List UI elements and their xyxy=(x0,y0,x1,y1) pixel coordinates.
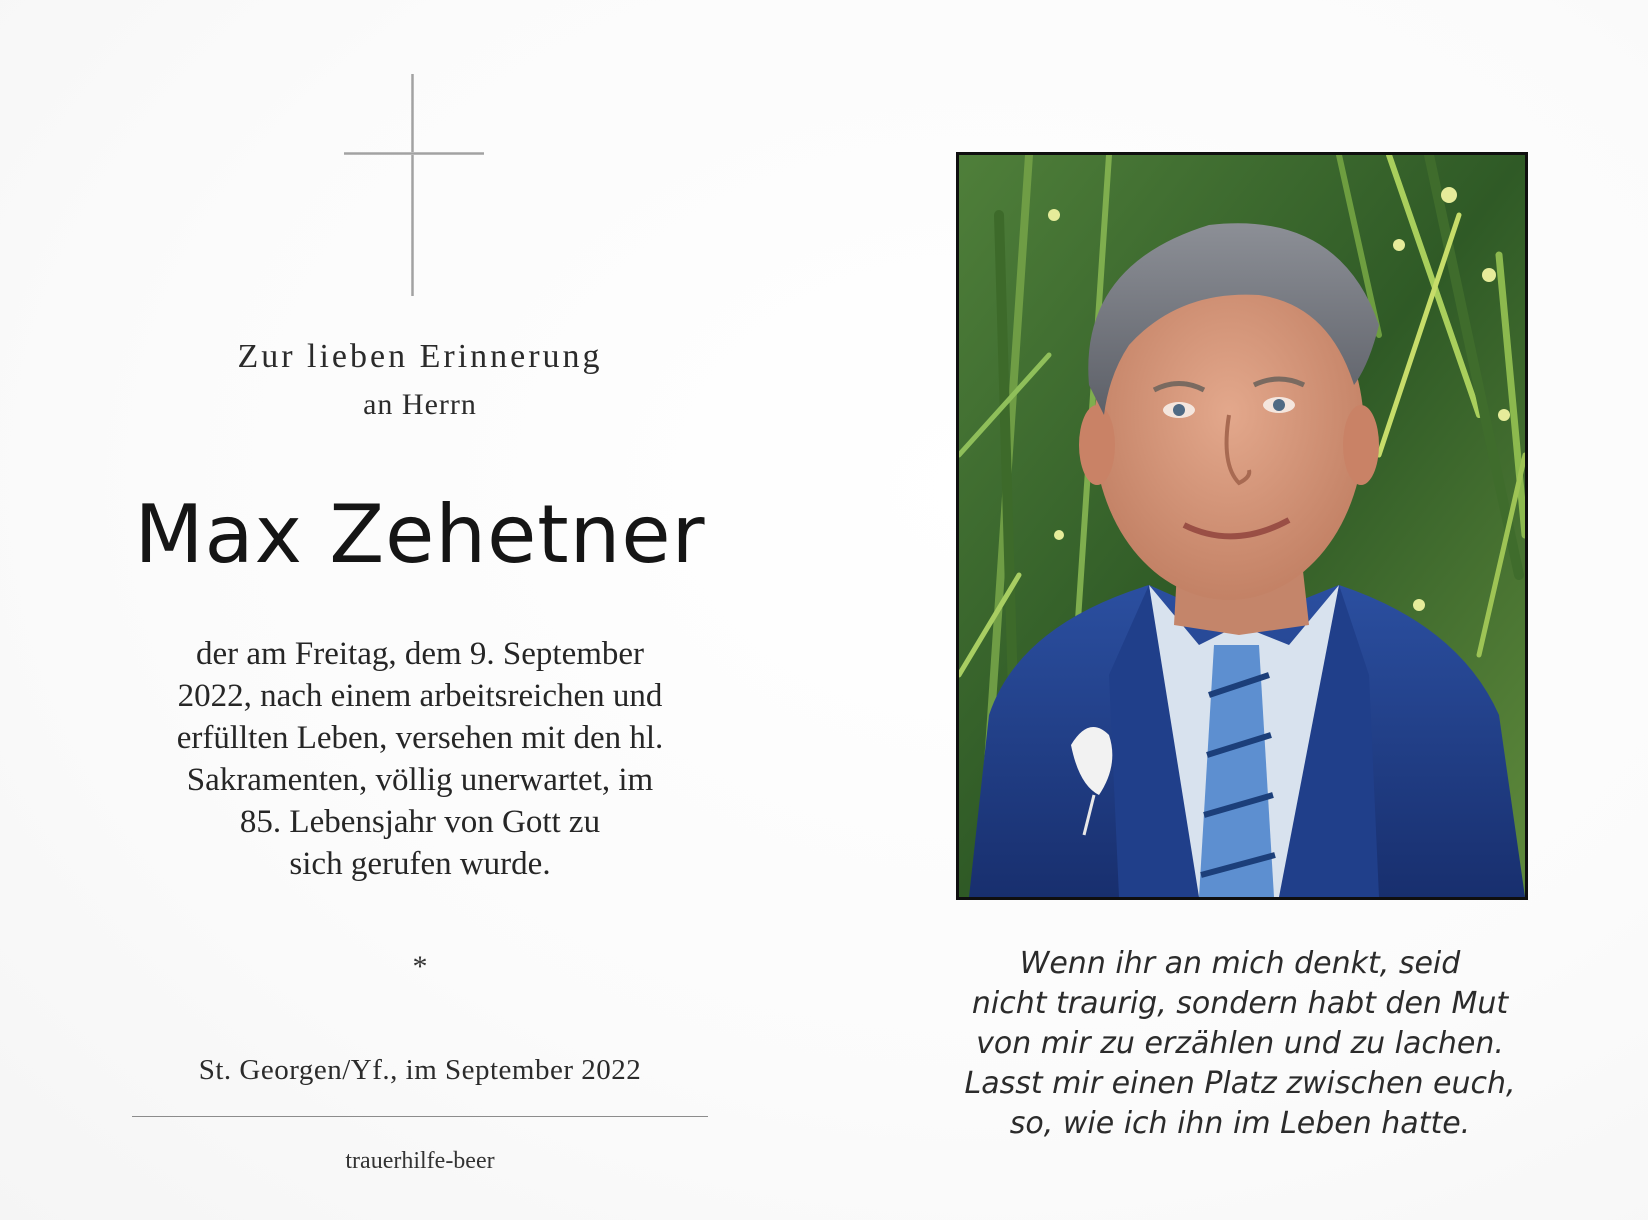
announcement-line: 85. Lebensjahr von Gott zu xyxy=(239,804,601,840)
portrait-photo xyxy=(956,152,1528,900)
quote-line: von mir zu erzählen und zu lachen. xyxy=(976,1026,1504,1061)
quote-line: nicht traurig, sondern habt den Mut xyxy=(971,986,1509,1021)
salutation: an Herrn xyxy=(363,388,477,421)
announcement-line: der am Freitag, dem 9. September xyxy=(195,636,645,672)
announcement-line: 2022, nach einem arbeitsreichen und xyxy=(177,678,663,714)
printer-credit: trauerhilfe-beer xyxy=(345,1148,495,1174)
dedication-heading: Zur lieben Erinnerung xyxy=(237,338,603,375)
place-date: St. Georgen/Yf., im September 2022 xyxy=(198,1054,642,1086)
announcement-line: erfüllten Leben, versehen mit den hl. xyxy=(176,720,664,756)
announcement-text xyxy=(60,633,780,885)
announcement-line: sich gerufen wurde. xyxy=(289,846,551,882)
memorial-quote xyxy=(920,944,1560,1144)
deceased-name: Max Zehetner xyxy=(134,488,706,581)
quote-line: so, wie ich ihn im Leben hatte. xyxy=(1009,1106,1471,1141)
separator-asterisk: * xyxy=(412,950,428,983)
quote-line: Wenn ihr an mich denkt, seid xyxy=(1019,946,1461,981)
divider-line xyxy=(132,1116,708,1117)
cross-icon xyxy=(344,74,484,296)
announcement-line: Sakramenten, völlig unerwartet, im xyxy=(186,762,654,798)
quote-line: Lasst mir einen Platz zwischen euch, xyxy=(964,1066,1516,1101)
